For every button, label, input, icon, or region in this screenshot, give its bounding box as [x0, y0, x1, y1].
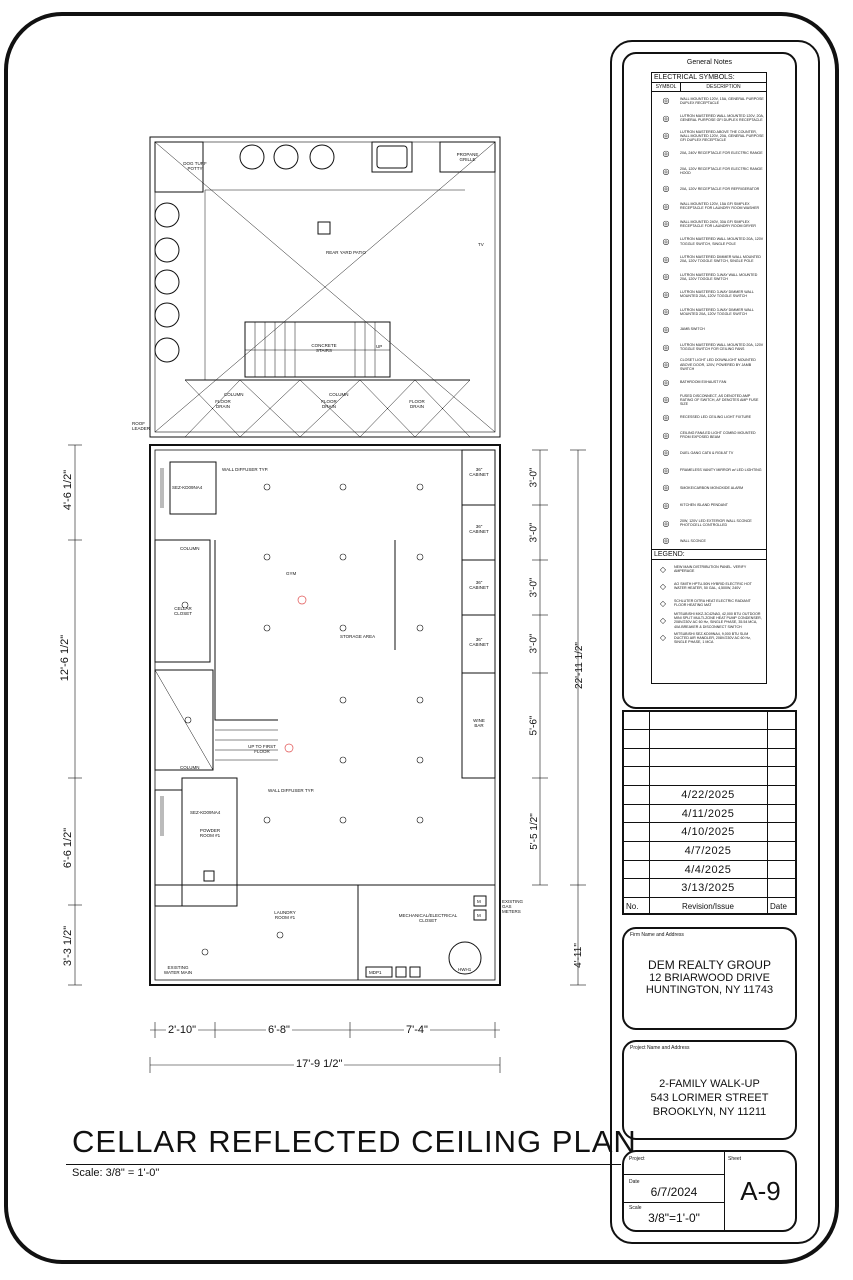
dim-right-3: 3'-0": [528, 577, 540, 598]
column-label-1: COLUMN: [224, 392, 244, 397]
firm-address-1: 12 BRIARWOOD DRIVE: [649, 972, 770, 984]
scale-note: Scale: 3/8" = 1'-0": [72, 1167, 160, 1179]
symbol-description: LUTRON MASTERED WALL MOUNTED 20A, 120V TOGGLE SWITCH FOR CEILING FANS: [680, 342, 764, 352]
cabinet-label-3: 36" CABINET: [469, 580, 489, 590]
cabinet-label-4: 36" CABINET: [469, 637, 489, 647]
symbol-description: LUTRON MASTERED WALL MOUNTED 120V, 20A, GENERAL PURPOSE GFI DUPLEX RECEPTACLE: [680, 114, 764, 123]
revision-date: 4/22/2025: [681, 789, 735, 801]
stairs-up-label: UP: [376, 344, 383, 349]
revision-row-blank-3: [622, 766, 797, 785]
legend-row: [652, 612, 766, 629]
symbol-description: LUTRON MASTERED WALL MOUNTED 20A, 120V TOGGLE SWITCH, SINGLE POLE: [680, 237, 764, 246]
roof-leader-label: ROOF LEADER: [132, 421, 151, 431]
date-field-label: Date: [629, 1179, 640, 1185]
symbol-row: [652, 250, 766, 268]
dim-bottom-total: 17'-9 1/2": [296, 1058, 343, 1070]
floor-drain-label-1: FLOOR DRAIN: [215, 399, 231, 409]
symbol-row: [652, 321, 766, 339]
revision-row: [622, 860, 797, 879]
symbol-row: [652, 303, 766, 321]
symbol-description: BATHROOM EXHAUST FAN: [680, 380, 727, 385]
powder-room-label: POWDER ROOM #1: [199, 828, 221, 838]
dim-right-5: 5'-6": [528, 715, 540, 736]
firm-address-2: HUNTINGTON, NY 11743: [645, 984, 774, 996]
symbol-row: [652, 180, 766, 198]
revision-row: [622, 822, 797, 841]
legend-row: [652, 578, 766, 594]
column-label-4: COLUMN: [180, 765, 200, 770]
firm-box: [622, 927, 797, 1030]
cellar-closet-label: CELLAR CLOSET: [173, 606, 192, 616]
revision-date: 4/11/2025: [681, 808, 735, 820]
up-to-first-floor-label: UP TO FIRST FLOOR: [248, 744, 276, 754]
revision-row: [622, 785, 797, 804]
electrical-symbol-icon: ◎: [662, 518, 670, 528]
symbol-row: [652, 338, 766, 356]
project-label: Project Name and Address: [630, 1045, 690, 1051]
mdp-label: MDP1: [369, 970, 382, 975]
sez-unit-label-2: SEZ-KD09NA4: [190, 810, 221, 815]
symbol-row: [652, 233, 766, 251]
column-label-2: COLUMN: [329, 392, 349, 397]
meter-label-2: M: [477, 913, 481, 918]
revision-header-row: [622, 897, 797, 916]
symbol-description: JAMB SWITCH: [680, 327, 705, 332]
cabinet-label-1: 36" CABINET: [469, 467, 489, 477]
sheet-number: A-9: [740, 1176, 781, 1206]
legend-diamond-icon: ◇: [659, 598, 667, 608]
dim-bottom-2: 6'-8": [268, 1024, 290, 1036]
dim-left-3: 6'-6 1/2": [62, 827, 75, 869]
legend-description: MITSUBISHI MXZ-3C42NA3, 42,000 BTU OUTDOOR MINI SPLIT MULTI-ZONE HEAT PUMP CONDENSER, 208V/230V AC 60 Hz, SINGLE PHASE, 35.54 MCA, 40A BREAKER & DISCONNECT SWITCH: [674, 612, 762, 629]
dim-right-1: 3'-0": [528, 467, 540, 488]
symbol-list: [652, 92, 766, 549]
symbol-description: 20A, 120V RECEPTACLE FOR ELECTRIC RANGE HOOD: [680, 166, 763, 176]
symbol-description: FUSED DISCONNECT, AS DENOTED AMP RATING OF SWITCH, AF DENOTES AMP FUSE SIZE: [680, 393, 759, 406]
propane-label: PROPANE GRILLE: [456, 152, 479, 162]
gym-label: GYM: [286, 571, 297, 576]
project-box: [622, 1040, 797, 1140]
cabinet-label-2: 36" CABINET: [469, 524, 489, 534]
column-label-3: COLUMN: [180, 546, 200, 551]
drawing-title: CELLAR REFLECTED CEILING PLAN: [72, 1124, 637, 1159]
symbol-row: [652, 374, 766, 392]
symbol-description: SMOKE/CARBON MONOXIDE ALARM: [680, 485, 744, 490]
dim-bottom-1: 2'-10": [168, 1024, 197, 1036]
symbol-description: LUTRON MASTERED DIMMER WALL MOUNTED 20A, 120V TOGGLE SWITCH, SINGLE POLE: [680, 254, 761, 264]
legend-description: MITSUBISHI SEZ-KD09NA4, 9,000 BTU SLIM DUCTED AIR HANDLER, 208V/230V AC 60 Hz, SINGLE PHASE, 1 MCA: [674, 631, 751, 644]
revision-date: 4/10/2025: [681, 826, 735, 838]
symbol-description: FRAMELESS VANITY MIRROR w/ LED LIGHTING: [680, 468, 762, 473]
dim-left-4: 3'-3 1/2": [62, 925, 75, 967]
electrical-symbol-icon: ◎: [662, 237, 670, 247]
col-symbol-header: SYMBOL: [652, 83, 681, 91]
electrical-symbol-icon: ◎: [662, 465, 670, 475]
revision-date: 4/7/2025: [684, 845, 732, 857]
electrical-symbol-icon: ◎: [662, 201, 670, 211]
project-line-2: 543 LORIMER STREET: [650, 1092, 769, 1104]
firm-name: DEM REALTY GROUP: [648, 958, 771, 972]
gas-meters-label: EXISTING GAS METERS: [502, 899, 524, 914]
electrical-symbol-icon: ◎: [662, 448, 670, 458]
symbol-row: [652, 532, 766, 550]
electrical-symbol-icon: ◎: [662, 483, 670, 493]
wine-bar-label: WINE BAR: [473, 718, 485, 728]
col-no-header: No.: [626, 902, 639, 911]
legend-description: NEW MAIN DISTRIBUTION PANEL. VERIFY AMPERAGE: [674, 564, 747, 573]
legend-list: [652, 561, 766, 646]
electrical-symbol-icon: ◎: [662, 430, 670, 440]
symbol-description: LUTRON MASTERED 3-WAY WALL MOUNTED 20A, 120V TOGGLE SWITCH: [680, 272, 758, 281]
firm-label: Firm Name and Address: [630, 932, 684, 938]
electrical-symbol-icon: ◎: [662, 166, 670, 176]
title-underline: [66, 1164, 621, 1165]
dim-right-outer-1: 22'-11 1/2": [573, 642, 585, 689]
symbol-description: 20A, 120V RECEPTACLE FOR REFRIGERATOR: [680, 186, 760, 191]
symbol-row: [652, 162, 766, 180]
project-line-1: 2-FAMILY WALK-UP: [659, 1078, 760, 1090]
symbol-row: [652, 268, 766, 286]
symbol-description: RECESSED LED CEILING LIGHT FIXTURE: [680, 415, 752, 420]
revision-row-blank-2: [622, 748, 797, 767]
legend-diamond-icon: ◇: [659, 615, 667, 625]
legend-row: [652, 561, 766, 577]
electrical-symbol-icon: ◎: [662, 325, 670, 335]
symbol-row: [652, 198, 766, 216]
col-description-header: DESCRIPTION: [706, 84, 741, 90]
electrical-symbol-icon: ◎: [662, 149, 670, 159]
symbol-row: [652, 479, 766, 497]
revision-row: [622, 804, 797, 823]
symbol-description: 20A, 240V RECEPTACLE FOR ELECTRIC RANGE: [680, 151, 763, 156]
electrical-symbol-icon: ◎: [662, 219, 670, 229]
electrical-symbol-icon: ◎: [662, 254, 670, 264]
storage-area-label: STORAGE AREA: [340, 634, 376, 639]
sheet-field-label: Sheet: [728, 1156, 742, 1162]
symbol-row: [652, 514, 766, 532]
electrical-symbol-icon: ◎: [662, 412, 670, 422]
symbol-description: WALL MOUNTED 240V, 30A GFI SIMPLEX RECEPTACLE FOR LAUNDRY ROOM DRYER: [680, 219, 757, 228]
hwh-label: HWH1: [458, 967, 472, 972]
dim-left-2: 12'-6 1/2": [59, 634, 72, 682]
legend-row: [652, 595, 766, 611]
sheet-scale: 3/8"=1'-0": [648, 1211, 700, 1225]
floor-drain-label-3: FLOOR DRAIN: [409, 399, 425, 409]
symbol-description: KITCHEN ISLAND PENDANT: [680, 503, 728, 508]
symbol-description: LUTRON MASTERED ABOVE THE COUNTER, WALL MOUNTED 120V, 20A, GENERAL PURPOSE GFI DUPLEX RECEPTACLE: [680, 129, 764, 143]
symbol-row: [652, 497, 766, 515]
dim-right-outer-2: 4'-11": [572, 943, 584, 968]
electrical-symbol-icon: ◎: [662, 536, 670, 546]
symbol-description: WALL MOUNTED 120V, 15A GFI SIMPLEX RECEPTACLE FOR LAUNDRY ROOM WASHER: [680, 202, 760, 211]
legend-diamond-icon: ◇: [659, 633, 667, 643]
dim-bottom-3: 7'-4": [406, 1024, 428, 1036]
tv-label: TV: [478, 242, 484, 247]
electrical-symbol-icon: ◎: [662, 184, 670, 194]
dog-turf-label: DOG TURF POTTY: [183, 161, 207, 171]
symbol-row: [652, 444, 766, 462]
revision-date: 3/13/2025: [681, 882, 735, 894]
electrical-symbol-icon: ◎: [662, 113, 670, 123]
electrical-symbol-icon: ◎: [662, 377, 670, 387]
symbol-row: [652, 286, 766, 304]
mech-closet-label: MECHANICAL/ELECTRICAL CLOSET: [398, 913, 458, 923]
revision-row: [622, 878, 797, 897]
scale-field-label: Scale: [629, 1205, 642, 1211]
dim-right-2: 3'-0": [528, 522, 540, 543]
electrical-symbol-icon: ◎: [662, 307, 670, 317]
dim-left-1: 4'-6 1/2": [62, 469, 75, 511]
symbol-row: [652, 426, 766, 444]
symbol-description: LUTRON MASTERED 3-WAY DIMMER WALL MOUNTED 20A, 120V TOGGLE SWITCH: [680, 290, 754, 299]
legend-diamond-icon: ◇: [659, 581, 667, 591]
electrical-symbols-table: [651, 72, 767, 684]
symbol-description: DUEL GANG CAT6 & RG6 AT TV: [680, 450, 734, 455]
electrical-symbol-icon: ◎: [662, 96, 670, 106]
patio-label: REAR YARD PATIO: [326, 250, 366, 255]
symbol-row: [652, 92, 766, 110]
symbol-description: CEILING FAN/LED LIGHT COMBO MOUNTED FROM EXPOSED BEAM: [680, 430, 756, 440]
dim-right-4: 3'-0": [528, 633, 540, 654]
electrical-symbol-icon: ◎: [662, 395, 670, 405]
project-field-label: Project: [629, 1156, 645, 1162]
col-revision-header: Revision/Issue: [681, 902, 735, 911]
electrical-symbol-icon: ◎: [662, 360, 670, 370]
laundry-room-label: LAUNDRY ROOM #1: [274, 910, 296, 920]
electrical-symbol-icon: ◎: [662, 342, 670, 352]
wall-diffuser-label-1: WALL DIFFUSER TYP.: [222, 467, 269, 472]
floor-drain-label-2: FLOOR DRAIN: [321, 399, 337, 409]
symbol-description: 20W, 120V LED EXTERIOR WALL SCONCE PHOTOCELL CONTROLLED: [680, 518, 752, 528]
legend-description: AO SMITH HPTU-50N HYBRID ELECTRIC HOT WATER HEATER, 50 GAL, 4,500W, 240V: [674, 581, 752, 590]
project-line-3: BROOKLYN, NY 11211: [652, 1106, 767, 1118]
revision-row: [622, 841, 797, 860]
symbol-row: [652, 409, 766, 427]
symbol-row: [652, 215, 766, 233]
legend-diamond-icon: ◇: [659, 564, 667, 574]
electrical-symbols-heading: ELECTRICAL SYMBOLS:: [652, 73, 766, 83]
symbol-row: [652, 110, 766, 128]
legend-description: SCHLUTER DITRA HEAT ELECTRIC RADIANT FLOOR HEATING MAT: [674, 598, 751, 607]
symbol-row: [652, 145, 766, 163]
electrical-symbol-icon: ◎: [662, 272, 670, 282]
electrical-symbol-icon: ◎: [662, 500, 670, 510]
meter-label-1: M: [477, 899, 481, 904]
dim-right-6: 5'-5 1/2": [528, 813, 540, 850]
col-date-header: Date: [770, 902, 787, 911]
electrical-symbol-icon: ◎: [662, 131, 670, 141]
legend-row: [652, 630, 766, 646]
general-notes-heading: General Notes: [686, 59, 733, 66]
symbol-row: [652, 461, 766, 479]
wall-diffuser-label-2: WALL DIFFUSER TYP.: [268, 788, 315, 793]
sez-unit-label-1: SEZ-KD09NA4: [172, 485, 203, 490]
symbol-row: [652, 391, 766, 409]
sheet-date: 6/7/2024: [650, 1185, 698, 1199]
symbol-row: [652, 356, 766, 374]
revision-date: 4/4/2025: [684, 864, 732, 876]
symbol-description: LUTRON MASTERED 3-WAY DIMMER WALL MOUNTED 20A, 120V TOGGLE SWITCH: [680, 307, 754, 316]
concrete-stairs-label: CONCRETE STAIRS: [311, 343, 337, 353]
sheet-info-box: [622, 1150, 797, 1232]
symbol-description: WALL MOUNTED 120V, 15A, GENERAL PURPOSE DUPLEX RECEPTACLE: [680, 96, 764, 105]
legend-heading: LEGEND:: [652, 550, 766, 560]
revision-row-blank-1: [622, 729, 797, 748]
symbol-row: [652, 127, 766, 145]
water-main-label: EXISTING WATER MAIN: [163, 965, 193, 975]
symbol-description: WALL SCONCE: [680, 538, 706, 543]
electrical-symbol-icon: ◎: [662, 289, 670, 299]
symbol-description: CLOSET LIGHT LED DOWNLIGHT MOUNTED ABOVE DOOR, 120V, POWERED BY JAMB SWITCH: [680, 358, 756, 371]
